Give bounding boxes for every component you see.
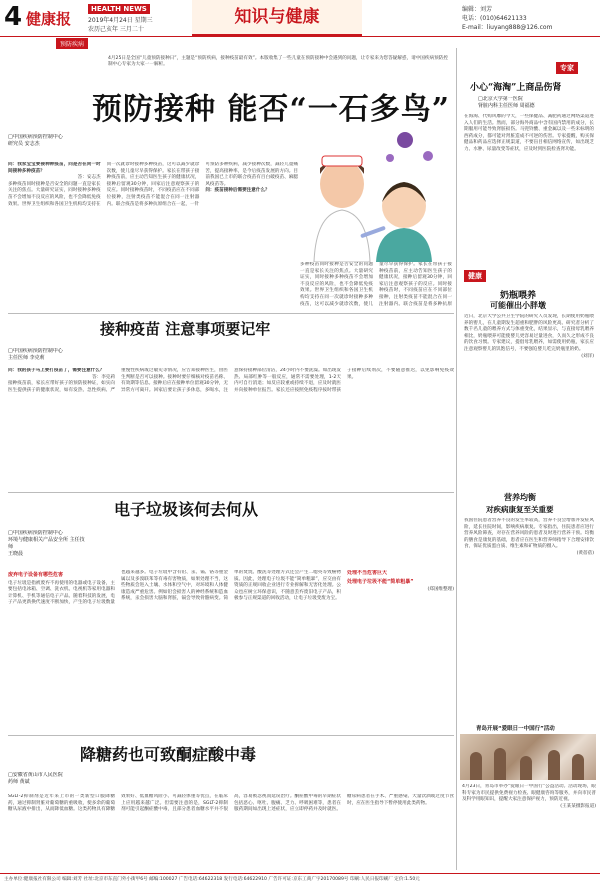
footer-imprint: 主办单位:健康报社有限公司 编辑:刘芳 社址:北京市东直门外小街甲6号 邮编:100027 广告电话:64622318 发行电话:64622910 广告许可证:京东工商广字20170089号 印刷:人民日报印刷厂 定价:1.50元 <box>0 873 600 886</box>
right-title-1: 小心“海淘”上商品伤肾 <box>470 83 562 93</box>
right-byline-1 <box>478 96 588 110</box>
article3-byline-box <box>8 530 88 570</box>
section-title: 知识与健康 <box>234 7 320 27</box>
contact-editor: 编辑：刘芳 <box>462 6 493 13</box>
lead-intro: 4月25日是全国“儿童预防接种日”，主题是“预防疾病，接种疫苗最有效”。本版收集了一些儿童在预防接种中会遇到的问题，让专家来为您答疑解惑，请中国疾病预防控制中心专家为大家一一解析。 <box>108 56 448 68</box>
article4-body <box>8 794 454 870</box>
right-tag-expert: 专家 <box>556 62 578 74</box>
article4-headline: 降糖药也可致酮症酸中毒 <box>80 745 257 764</box>
article3-subhead-2: 处理不当危害巨大 <box>347 570 388 576</box>
article3-signoff: (郑国维整理) <box>427 587 454 593</box>
lead-body-text: 多种疫苗同时接种是否安全的问题一直是家长关注的焦点。大量研究证实，同时接种多种疫苗不会增加不良反应的风险，也不会降低免疫效果。世界卫生组织和各国卫生机构均支持在同一次就诊时接种多种疫苗，这可以减少就诊次数，使儿童尽早获得保护。家长在带孩子接种疫苗前，应主动告知医生孩子的健康状况，接种后留观30分钟，回家后注意观察孩子的反应。同时接种疫苗时，不同疫苗应在不同部位接种，注射类疫苗不能混合在同一注射器内。联合疫苗是将多种抗原组合在一起，一针可预防多种疾病，减少接种次数，减轻儿童痛苦，提高接种率，是今后疫苗发展的方向。目前我国已上市的联合疫苗有百白破疫苗、麻腮风疫苗等。 <box>8 162 298 207</box>
right-body-3-text: 我国住院患者营养不良的发生率较高，营养不良会增加并发症风险，延长住院时间，影响疾病康复。专家指出，住院患者应进行营养风险筛查，对存在营养风险的患者及时进行营养干预。均衡的膳食是康复的基础，患者应在医生和营养师指导下合理安排饮食，保证优质蛋白质、维生素和矿物质的摄入。 <box>464 518 594 550</box>
right-byline-1-org: □北京大学第一医院 <box>478 96 523 102</box>
article3-byline-org: □中国疾病预防控制中心 <box>8 530 63 536</box>
article2-byline-org: □中国疾病预防控制中心 <box>8 348 63 354</box>
article2-answer-name: 答：李克莉 <box>92 374 115 380</box>
article4-byline-role: 药师 <box>8 779 19 785</box>
right-byline-1-name: 周福德 <box>519 103 535 109</box>
vaccination-illustration <box>300 122 450 262</box>
virus-icon <box>397 132 413 148</box>
right-tag-health: 健康 <box>464 270 486 282</box>
article2-body-text: 接种疫苗前，家长应带好孩子的预防接种证，如实向医生提供孩子的健康状况，如有发热、急性疾病、严重慢性疾病或过敏史等情况，应告知接种医生，由医生判断是否可以接种。接种时要仔细核对疫苗名称、有效期等信息。接种后应在接种单位留观30分钟，无异常方可离开。回家后要让孩子多休息，多喝水，注意保持接种部位清洁，24小时内不要洗澡。如出现发热、局部红肿等一般反应，通常不需要处理，1-2天内可自行消退；如反应较重或持续不退，应及时就医并向接种单位报告。家长还应按照免疫程序按时带孩子接种后续剂次，不要随意推迟，以免影响免疫效果。 <box>8 368 454 393</box>
article4-body-text: SGLT-2抑制剂是近年来上市的一类新型口服降糖药，通过抑制肾脏对葡萄糖的重吸收，使多余的葡萄糖从尿液中排出，从而降低血糖。这类药物具有降糖效果好、低血糖风险小、可减轻体重等优点，在临床上应用越来越广泛。但需要注意的是，SGLT-2抑制剂可能引起酮症酸中毒，且部分患者血糖水平并不很高，容易被忽视而延误治疗。酮症酸中毒的早期症状包括恶心、呕吐、腹痛、乏力、呼吸困难等，患者在服药期间如出现上述症状，应立即停药并及时就医。糖尿病患者在手术、严重感染、大量饮酒或过度节食时，应在医生指导下暂停使用此类药物。 <box>8 794 454 813</box>
article4-byline-box <box>8 772 88 792</box>
right-title-2: 奶瓶喂养 <box>500 291 537 301</box>
column-divider <box>456 48 457 870</box>
person-figure <box>520 756 532 780</box>
lead-headline: 预防接种 能否“一石多鸟” <box>92 92 450 127</box>
person-figure <box>572 754 584 780</box>
lead-body <box>8 162 298 310</box>
article3-byline-role: 环境与健康相关产品安全所 主任技师 <box>8 537 85 550</box>
right-column <box>460 48 596 688</box>
right-body-1: 在海淘、代购风靡的今天，一些保健品、减肥药通过网络渠道进入人们的生活。然而，部分海外商品中含有国内禁用的成分，长期服用可能导致肾脏损伤。马兜铃酸、重金属以及一些未标明的西药成分，都可能对肾脏造成不可逆的伤害。专家提醒，购买保健品和药品应选择正规渠道，不要盲目相信网络宣传，如出现乏力、水肿、尿量改变等症状，应及时到医院检查肾功能。 <box>464 114 594 152</box>
right-subtitle-2: 可能催出小胖墩 <box>490 300 546 310</box>
divider <box>8 735 454 736</box>
article3-byline-name: 王晓晨 <box>8 551 24 557</box>
virus-icon <box>386 154 394 162</box>
right-body-3 <box>464 518 594 730</box>
lead-byline-role: 研究员 <box>8 141 24 147</box>
lead-byline-name: 安志杰 <box>24 141 40 147</box>
masthead <box>0 0 600 50</box>
contact-email[interactable]: E-mail：liuyang888@126.com <box>462 24 553 31</box>
right-body-2-text: 近日，北京大学公共卫生学院的研究人员发现，长期使用奶瓶喂养的婴儿，在儿童期发生超重和肥胖的风险更高。研究者分析了数千名儿童的喂养方式与体重变化，结果显示，与直接母乳喂养相比，奶瓶喂养可能使婴儿更容易过量进食，久而久之形成不良的饮食习惯。专家建议，提倡母乳喂养，如需使用奶瓶，家长应注意观察婴儿的饥饱信号，不要强迫婴儿吃完奶瓶里的奶。 <box>464 314 594 352</box>
issue-date: 2019年4月24日 星期三 <box>88 17 153 24</box>
article4-byline-org: □安徽省黄山市人民医院 <box>8 772 63 778</box>
person-figure <box>548 750 560 780</box>
right-byline-1-role: 肾脏内科主任医师 <box>478 103 519 109</box>
article4-byline-name: 黄斌 <box>19 779 30 785</box>
article2-byline-name: 李克莉 <box>29 355 45 361</box>
person-figure <box>470 752 482 780</box>
photo-story-text: 4月23日，青岛市举办“爱眼日一中国行”公益活动。活动现场，眼科专家为市民提供免费视力检查、眼健康咨询等服务，并向市民普及科学用眼知识，提醒大家注意保护视力，预防近视。 <box>462 784 596 803</box>
article3-body-text: 电子垃圾是指被废弃不再使用的电器或电子设备，主要包括电冰箱、空调、洗衣机、电视机等家用电器和计算机、手机等通信电子产品。随着科技的发展，电子产品更新换代速度不断加快，产生的电子垃圾数量也越来越多。电子垃圾中含有铅、汞、镉、铬等重金属以及多溴联苯等有毒有害物质，如果处理不当，这些物质会进入土壤、水体和空气中，对环境和人体健康造成严重危害。例如铅会损害人的神经系统和造血系统，汞会损害大脑和肾脏，镉会导致骨骼病变。简单的焚烧、酸洗等处理方式还会产生二噁英等致癌物质。因此，处理电子垃圾不能“简单粗暴”，应交由有资质的正规回收企业进行专业拆解和无害化处理。公众也应树立环保意识，不随意丢弃废旧电子产品，积极参与正规渠道的回收活动，让电子垃圾变废为宝。 <box>8 570 341 606</box>
lead-byline-org: □中国疾病预防控制中心 <box>8 134 63 140</box>
article3-body <box>8 570 454 732</box>
masthead-rule <box>0 36 600 37</box>
lead-body-right <box>300 262 452 310</box>
lunar-date: 农历己亥年 三月二十 <box>88 26 144 33</box>
article2-question: 问：我的孩子马上要打疫苗了，需要注意什么？ <box>8 368 105 373</box>
english-tag: HEALTH NEWS <box>88 4 150 14</box>
child-shirt <box>376 228 432 262</box>
lead-answer-name: 答：安志杰 <box>77 175 101 181</box>
lead-question-2: 问：疫苗接种后需要注意什么？ <box>205 188 270 194</box>
right-subtitle-3: 对疾病康复至关重要 <box>486 505 554 514</box>
lead-body-continued: 多种疫苗同时接种是否安全的问题一直是家长关注的焦点。大量研究证实，同时接种多种疫苗不会增加不良反应的风险，也不会降低免疫效果。世界卫生组织和各国卫生机构均支持在同一次就诊时接种多种疫苗，这可以减少就诊次数，使儿童尽早获得保护。家长在带孩子接种疫苗前，应主动告知医生孩子的健康状况，接种后留观30分钟，回家后注意观察孩子的反应。同时接种疫苗时，不同疫苗应在不同部位接种，注射类疫苗不能混合在同一注射器内。联合疫苗是将多种抗原 <box>300 262 452 307</box>
article2-headline: 接种疫苗 注意事项要记牢 <box>100 320 271 338</box>
contact-info <box>462 5 592 32</box>
contact-phone: 电话：(010)64621133 <box>462 15 527 22</box>
article3-subhead-1: 废弃电子设备有哪些危害 <box>8 572 64 578</box>
lead-byline-box <box>8 134 88 164</box>
right-signoff-2: (刘洋) <box>581 353 594 359</box>
article2-body <box>8 368 454 488</box>
lead-question-1: 问：我家宝宝要接种种疫苗，问是否在同一时间接种多种疫苗？ <box>8 162 101 174</box>
article3-subhead-3: 处理电子垃圾不能“简单粗暴” <box>347 578 414 585</box>
article3-headline: 电子垃圾该何去何从 <box>114 500 259 519</box>
photo-signoff: (王某某摄影报道) <box>560 803 596 809</box>
right-title-3: 营养均衡 <box>504 492 536 502</box>
nurse-face <box>320 160 364 208</box>
page-number: 4 <box>4 2 23 32</box>
nurse-cap <box>322 156 362 166</box>
right-signoff-3: (黄蓓蓓) <box>576 550 594 556</box>
article2-byline-box <box>8 348 88 368</box>
column-label: 预防疾病 <box>56 38 88 49</box>
paper-name: 健康报 <box>26 10 72 28</box>
virus-icon <box>423 151 433 161</box>
photo-caption: 青岛开展“爱眼日一中国行”活动 <box>476 726 555 732</box>
event-photo <box>460 734 596 780</box>
divider <box>8 492 454 493</box>
article2-byline-role: 主任医师 <box>8 355 29 361</box>
divider <box>8 313 454 314</box>
right-body-2 <box>464 314 594 486</box>
section-banner <box>192 0 362 36</box>
photo-story <box>462 784 596 870</box>
person-figure <box>494 748 506 780</box>
